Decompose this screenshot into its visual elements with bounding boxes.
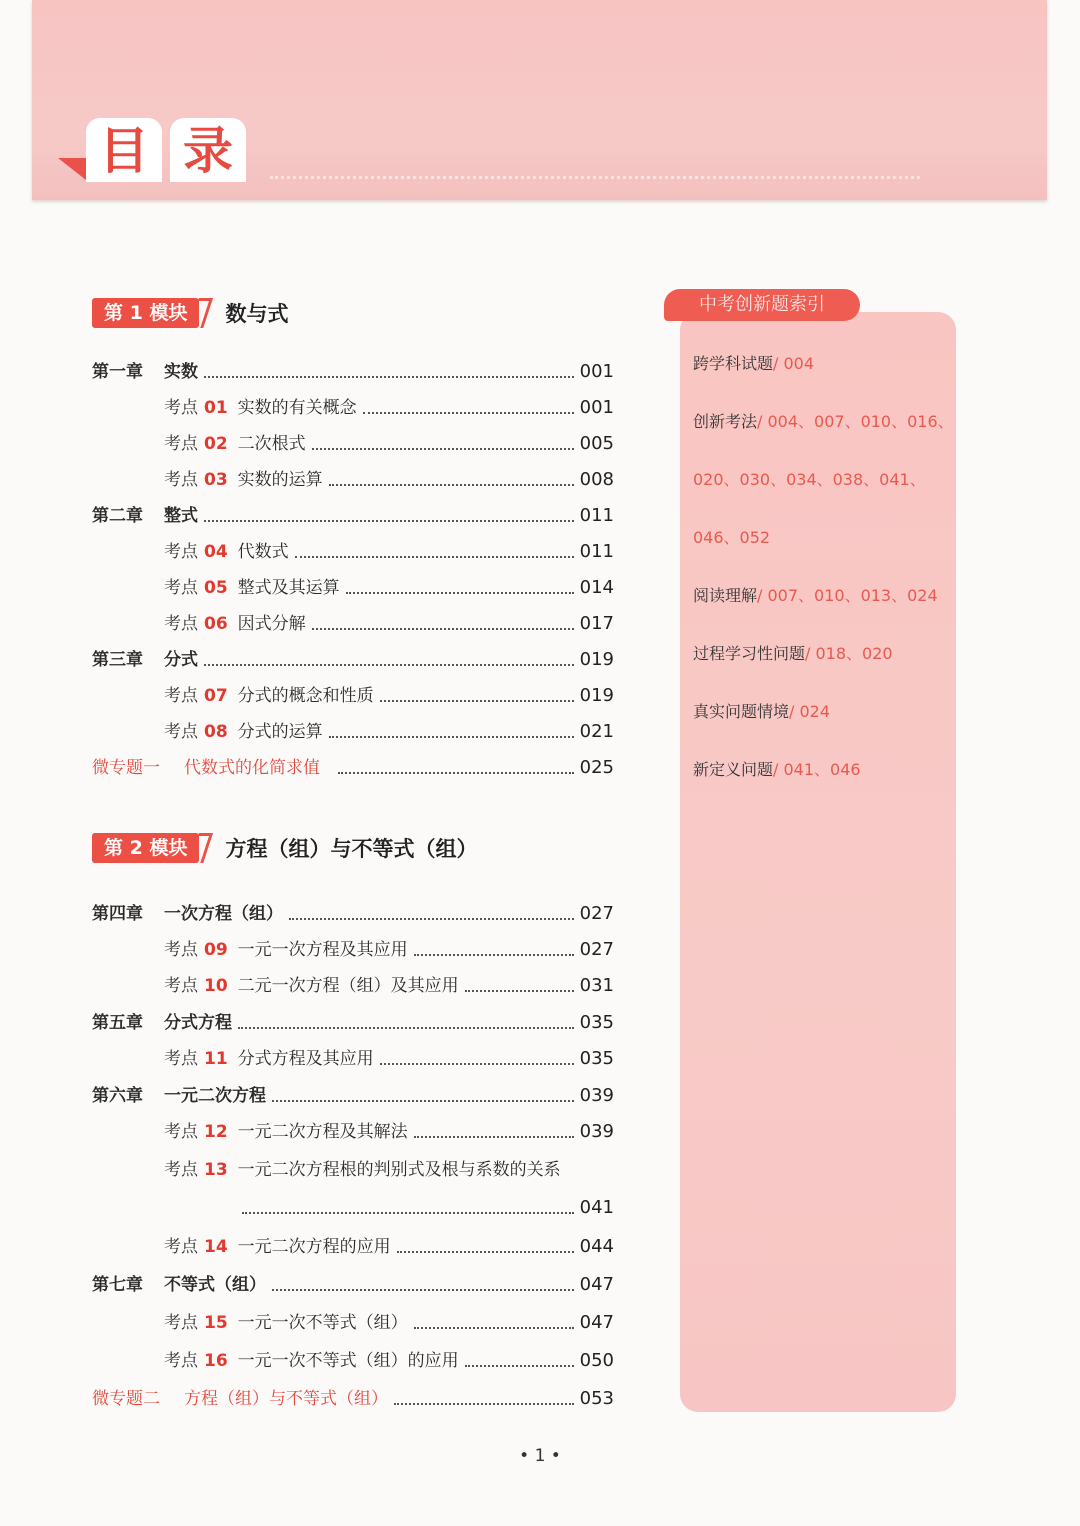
toc-section-14[interactable] <box>92 1235 614 1259</box>
toc-section-11[interactable] <box>92 1047 614 1071</box>
section-title: 分式的运算 <box>237 722 323 742</box>
index-label: 跨学科试题 <box>693 354 774 373</box>
index-label: 创新考法 <box>693 412 758 431</box>
page-number: 039 <box>579 1121 614 1142</box>
page-number: 008 <box>579 469 614 490</box>
special-topic-label: 微专题二 <box>92 1389 160 1409</box>
page-number: 017 <box>579 613 614 634</box>
chapter-label: 第一章 <box>92 362 143 382</box>
section-kp-label: 考点 <box>164 1122 198 1142</box>
toc-section-09[interactable] <box>92 938 614 962</box>
module-2-title: 方程（组）与不等式（组） <box>225 837 478 861</box>
section-title: 一元二次方程的应用 <box>237 1237 391 1257</box>
section-kp-label: 考点 <box>164 470 198 490</box>
section-number: 06 <box>204 614 228 634</box>
section-title: 一元二次方程根的判别式及根与系数的关系 <box>237 1160 561 1180</box>
toc-special-topic-1[interactable] <box>92 756 614 780</box>
section-number: 16 <box>204 1351 228 1371</box>
section-kp-label: 考点 <box>164 434 198 454</box>
module-2-heading <box>92 831 477 865</box>
module-1-heading <box>92 296 288 330</box>
chapter-label: 第二章 <box>92 506 143 526</box>
chapter-title: 一元二次方程 <box>164 1086 266 1106</box>
section-title: 分式方程及其应用 <box>237 1049 374 1069</box>
section-number: 01 <box>204 398 228 418</box>
page-number: 031 <box>579 975 614 996</box>
page-number: 019 <box>579 649 614 670</box>
section-kp-label: 考点 <box>164 686 198 706</box>
header-tab-corner <box>58 158 86 180</box>
index-row-process-learning[interactable] <box>693 643 893 665</box>
toc-chapter-6[interactable] <box>92 1084 614 1108</box>
leader-dots <box>414 954 574 956</box>
page-number: 041 <box>579 1197 614 1218</box>
section-number: 04 <box>204 542 228 562</box>
page-number: 035 <box>579 1048 614 1069</box>
index-row-interdisciplinary[interactable] <box>693 353 814 375</box>
index-row-real-situation[interactable] <box>693 701 830 723</box>
toc-section-06[interactable] <box>92 612 614 636</box>
page-number: 044 <box>579 1236 614 1257</box>
special-topic-title: 方程（组）与不等式（组） <box>184 1389 388 1409</box>
index-pages: / 018、020 <box>805 644 893 663</box>
leader-dots <box>295 556 574 558</box>
toc-special-topic-2[interactable] <box>92 1387 614 1411</box>
section-title: 代数式 <box>237 542 289 562</box>
section-kp-label: 考点 <box>164 940 198 960</box>
section-title: 一元一次不等式（组）的应用 <box>237 1351 459 1371</box>
leader-dots <box>329 736 574 738</box>
leader-dots <box>204 520 574 522</box>
chapter-label: 第三章 <box>92 650 143 670</box>
toc-section-04[interactable] <box>92 540 614 564</box>
page-number: 014 <box>579 577 614 598</box>
section-title: 二次根式 <box>237 434 306 454</box>
chapter-title: 分式 <box>164 650 198 670</box>
page-number: 001 <box>579 361 614 382</box>
section-title: 因式分解 <box>237 614 306 634</box>
toc-chapter-3[interactable] <box>92 648 614 672</box>
index-row-innovative-method-cont-2[interactable] <box>693 527 770 549</box>
page-number: 019 <box>579 685 614 706</box>
toc-section-16[interactable] <box>92 1349 614 1373</box>
toc-section-07[interactable] <box>92 684 614 708</box>
toc-chapter-2[interactable] <box>92 504 614 528</box>
page-number: 053 <box>579 1388 614 1409</box>
title-char-mu: 目 <box>86 118 162 182</box>
chapter-label: 第四章 <box>92 904 143 924</box>
chapter-title: 实数 <box>164 362 198 382</box>
leader-dots <box>312 448 574 450</box>
toc-section-15[interactable] <box>92 1311 614 1335</box>
section-number: 02 <box>204 434 228 454</box>
page-number: 025 <box>579 757 614 778</box>
module-1-title: 数与式 <box>225 302 289 326</box>
leader-dots <box>338 772 574 774</box>
leader-dots <box>363 412 574 414</box>
leader-dots <box>380 1063 574 1065</box>
header-dotted-rule <box>270 176 920 179</box>
section-number: 03 <box>204 470 228 490</box>
section-number: 09 <box>204 940 228 960</box>
toc-section-01[interactable] <box>92 396 614 420</box>
page-number: 050 <box>579 1350 614 1371</box>
section-title: 一元一次方程及其应用 <box>237 940 408 960</box>
leader-dots <box>204 376 574 378</box>
page-number: 047 <box>579 1312 614 1333</box>
section-number: 08 <box>204 722 228 742</box>
module-2-badge: 第 2 模块 <box>92 833 199 863</box>
chapter-title: 整式 <box>164 506 198 526</box>
section-title: 实数的运算 <box>237 470 323 490</box>
index-pages: 020、030、034、038、041、 <box>693 470 926 489</box>
leader-dots <box>414 1327 574 1329</box>
section-kp-label: 考点 <box>164 1160 198 1180</box>
toc-section-05[interactable] <box>92 576 614 600</box>
leader-dots <box>394 1403 574 1405</box>
section-title: 二元一次方程（组）及其应用 <box>237 976 459 996</box>
chapter-title: 不等式（组） <box>164 1275 266 1295</box>
chapter-label: 第七章 <box>92 1275 143 1295</box>
section-kp-label: 考点 <box>164 578 198 598</box>
section-title: 分式的概念和性质 <box>237 686 374 706</box>
page-number: 039 <box>579 1085 614 1106</box>
chapter-title: 分式方程 <box>164 1013 232 1033</box>
index-label: 过程学习性问题 <box>693 644 806 663</box>
section-number: 14 <box>204 1237 228 1257</box>
page-number: 047 <box>579 1274 614 1295</box>
chapter-label: 第六章 <box>92 1086 143 1106</box>
leader-dots <box>238 1027 574 1029</box>
page-number: 001 <box>579 397 614 418</box>
toc-section-13-continued[interactable] <box>92 1196 614 1220</box>
index-row-new-definition[interactable] <box>693 759 861 781</box>
index-row-innovative-method-cont-1[interactable] <box>693 469 926 491</box>
section-number: 07 <box>204 686 228 706</box>
toc-section-12[interactable] <box>92 1120 614 1144</box>
index-label: 新定义问题 <box>693 760 774 779</box>
index-pages: 046、052 <box>693 528 771 547</box>
index-pages: / 004 <box>773 354 815 373</box>
page-number: 011 <box>579 541 614 562</box>
index-row-innovative-method[interactable] <box>693 411 954 433</box>
index-pages: / 041、046 <box>773 760 861 779</box>
section-title: 实数的有关概念 <box>237 398 357 418</box>
index-pages: / 024 <box>789 702 831 721</box>
page-number: 021 <box>579 721 614 742</box>
leader-dots <box>397 1251 574 1253</box>
section-kp-label: 考点 <box>164 1351 198 1371</box>
section-kp-label: 考点 <box>164 542 198 562</box>
toc-section-03[interactable] <box>92 468 614 492</box>
section-title: 一元二次方程及其解法 <box>237 1122 408 1142</box>
module-1-badge: 第 1 模块 <box>92 298 199 328</box>
innovation-index-tag: 中考创新题索引 <box>664 289 860 321</box>
leader-dots <box>204 664 574 666</box>
page-number: 027 <box>579 939 614 960</box>
page-number: 027 <box>579 903 614 924</box>
leader-dots <box>346 592 574 594</box>
section-number: 13 <box>204 1160 228 1180</box>
leader-dots <box>329 484 574 486</box>
section-number: 12 <box>204 1122 228 1142</box>
page-number: 035 <box>579 1012 614 1033</box>
leader-dots <box>272 1289 574 1291</box>
section-kp-label: 考点 <box>164 722 198 742</box>
toc-section-13[interactable] <box>92 1158 614 1182</box>
page-footer-number: • 1 • <box>519 1446 561 1466</box>
section-title: 一元一次不等式（组） <box>237 1313 408 1333</box>
leader-dots <box>465 990 574 992</box>
page-number: 005 <box>579 433 614 454</box>
section-number: 05 <box>204 578 228 598</box>
leader-dots <box>465 1365 574 1367</box>
section-kp-label: 考点 <box>164 1237 198 1257</box>
leader-dots <box>289 918 574 920</box>
leader-dots <box>414 1136 574 1138</box>
leader-dots <box>380 700 574 702</box>
index-pages: / 004、007、010、016、 <box>757 412 954 431</box>
section-number: 10 <box>204 976 228 996</box>
page-number: 011 <box>579 505 614 526</box>
special-topic-label: 微专题一 <box>92 758 160 778</box>
index-label: 真实问题情境 <box>693 702 790 721</box>
index-pages: / 007、010、013、024 <box>757 586 938 605</box>
leader-dots <box>312 628 574 630</box>
leader-dots <box>272 1100 574 1102</box>
section-title: 整式及其运算 <box>237 578 340 598</box>
section-kp-label: 考点 <box>164 976 198 996</box>
toc-section-08[interactable] <box>92 720 614 744</box>
title-char-lu: 录 <box>170 118 246 182</box>
section-kp-label: 考点 <box>164 1313 198 1333</box>
index-row-reading-comprehension[interactable] <box>693 585 938 607</box>
toc-section-02[interactable] <box>92 432 614 456</box>
toc-chapter-7[interactable] <box>92 1273 614 1297</box>
index-label: 阅读理解 <box>693 586 758 605</box>
toc-chapter-5[interactable] <box>92 1011 614 1035</box>
leader-dots <box>242 1212 574 1214</box>
section-number: 11 <box>204 1049 228 1069</box>
chapter-label: 第五章 <box>92 1013 143 1033</box>
section-kp-label: 考点 <box>164 614 198 634</box>
special-topic-title: 代数式的化简求值 <box>184 758 320 778</box>
toc-chapter-1[interactable] <box>92 360 614 384</box>
section-kp-label: 考点 <box>164 1049 198 1069</box>
toc-section-10[interactable] <box>92 974 614 998</box>
section-number: 15 <box>204 1313 228 1333</box>
section-kp-label: 考点 <box>164 398 198 418</box>
toc-chapter-4[interactable] <box>92 902 614 926</box>
chapter-title: 一次方程（组） <box>164 904 283 924</box>
